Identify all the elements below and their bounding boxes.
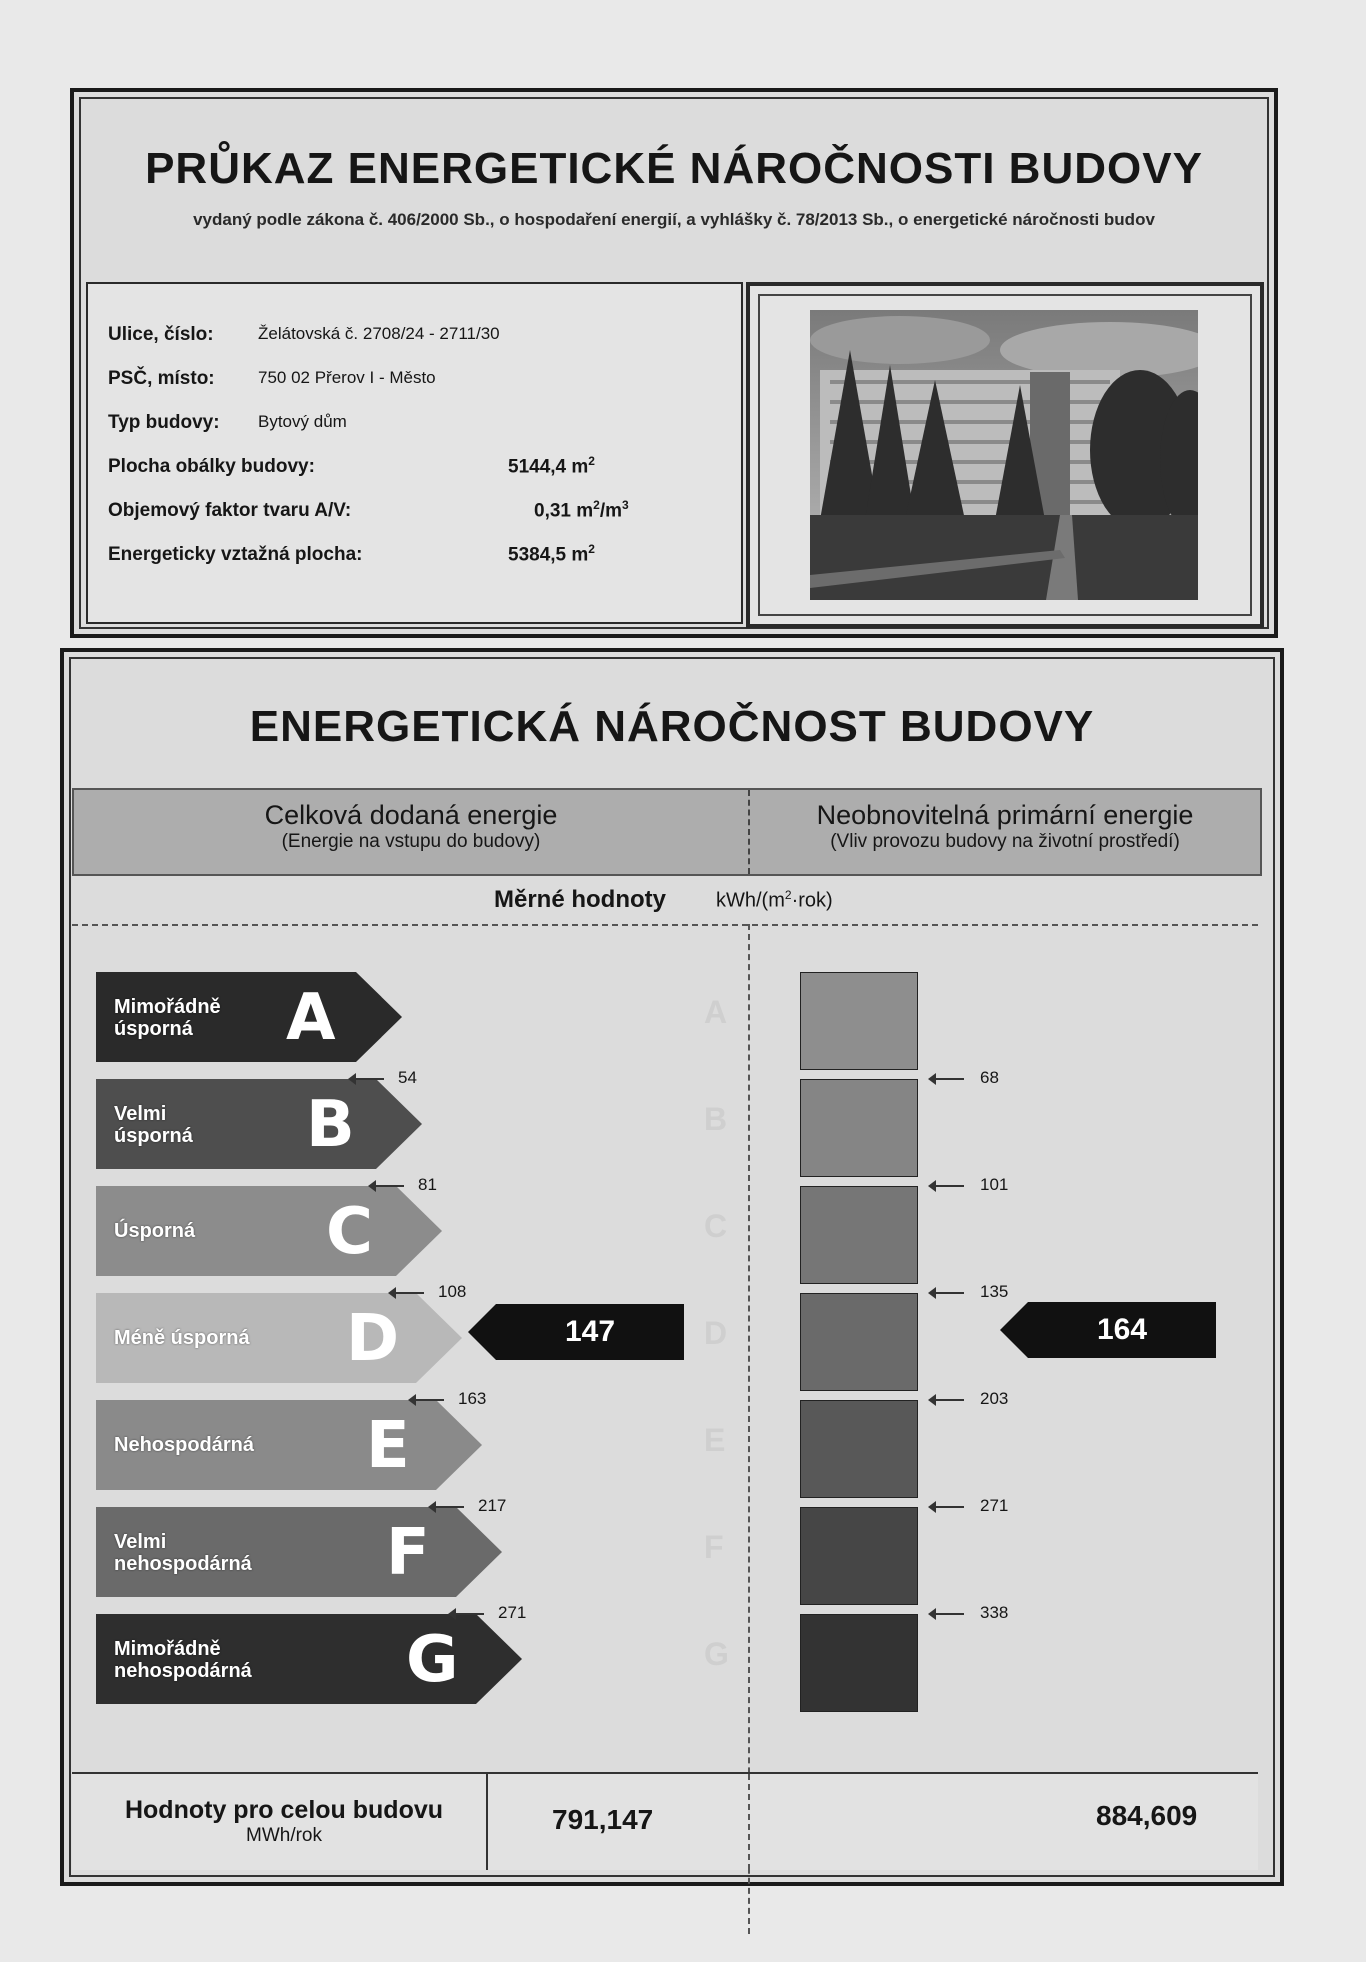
left-header-subtitle: (Energie na vstupu do budovy) — [281, 831, 541, 852]
primary-energy-bar-f — [800, 1507, 918, 1605]
header-section — [70, 88, 1278, 638]
left-threshold-value: 54 — [398, 1068, 417, 1087]
class-letter: F — [386, 1516, 430, 1590]
ghost-class-letter: B — [704, 1101, 728, 1137]
threshold-arrow — [934, 1078, 964, 1080]
area-value: 5384,5 $m^2$ — [508, 542, 595, 566]
primary-energy-bar-e — [800, 1400, 918, 1498]
building-info — [86, 282, 743, 624]
class-label — [114, 996, 221, 1040]
right-threshold-value: 135 — [980, 1282, 1009, 1301]
av-value: 0,31 $m^2/m^3$ — [534, 498, 629, 522]
threshold-arrow — [934, 1399, 964, 1401]
right-threshold-value: 338 — [980, 1603, 1009, 1622]
right-threshold-value: 101 — [980, 1175, 1009, 1194]
class-letter: G — [406, 1623, 459, 1697]
left-threshold-value: 108 — [438, 1282, 467, 1301]
right-column-header — [750, 800, 1260, 853]
class-label — [114, 1327, 250, 1349]
document-title: PRŮKAZ ENERGETICKÉ NÁROČNOSTI BUDOVY — [145, 144, 1203, 193]
units-title: Měrné hodnoty — [494, 886, 666, 913]
section-title: ENERGETICKÁ NÁROČNOST BUDOVY — [249, 702, 1095, 751]
left-threshold-value: 163 — [458, 1389, 487, 1408]
class-letter: E — [366, 1409, 410, 1483]
primary-energy-bar-b — [800, 1079, 918, 1177]
class-label-line1: Nehospodárná — [114, 1434, 255, 1456]
class-label-line1: Velmi — [114, 1103, 167, 1125]
building-photo-frame — [746, 282, 1264, 628]
left-header-title: Celková dodaná energie — [264, 800, 558, 830]
ghost-class-letter: F — [704, 1529, 724, 1565]
document-subtitle: vydaný podle zákona č. 406/2000 Sb., o hospodaření energií, a vyhlášky č. 78/2013 Sb., o energetické náročnosti budov — [193, 210, 1155, 229]
class-arrow-g — [96, 1614, 524, 1704]
primary-energy-bar-g — [800, 1614, 918, 1712]
totals-unit: MWh/rok — [246, 1825, 322, 1846]
envelope-value: 5144,4 $m^2$ — [508, 454, 595, 478]
class-letter: A — [286, 981, 336, 1055]
class-label-line2: úsporná — [114, 1125, 193, 1147]
threshold-arrow — [434, 1506, 464, 1508]
ghost-class-letter: A — [704, 994, 728, 1030]
class-label — [114, 1103, 193, 1147]
totals-label-block — [94, 1796, 474, 1847]
threshold-arrow — [934, 1613, 964, 1615]
class-letter: C — [326, 1195, 373, 1269]
totals-divider-dashed — [748, 1774, 750, 1870]
units-row — [72, 874, 1258, 926]
class-label-line1: Méně úsporná — [114, 1327, 250, 1349]
class-label — [114, 1434, 254, 1456]
threshold-arrow — [374, 1185, 404, 1187]
threshold-arrow — [354, 1078, 384, 1080]
totals-label: Hodnoty pro celou budovu — [124, 1796, 444, 1824]
energy-section — [60, 648, 1284, 1886]
class-arrow-a — [96, 972, 404, 1062]
street-label: Ulice, číslo: — [108, 324, 214, 345]
type-value: Bytový dům — [258, 412, 347, 431]
right-header-title: Neobnovitelná primární energie — [816, 800, 1194, 830]
right-header-subtitle: (Vliv provozu budovy na životní prostředí) — [830, 831, 1180, 852]
class-letter: D — [346, 1302, 400, 1376]
left-threshold-value: 81 — [418, 1175, 437, 1194]
column-headers — [72, 788, 1262, 876]
type-label: Typ budovy: — [108, 412, 220, 433]
total-delivered-energy: 791,147 — [552, 1804, 654, 1835]
class-letter: B — [306, 1088, 355, 1162]
class-arrow-b — [96, 1079, 424, 1169]
street-value: Želátovská č. 2708/24 - 2711/30 — [258, 324, 500, 343]
av-label: Objemový faktor tvaru A/V: — [108, 500, 352, 521]
class-label-line1: Úsporná — [114, 1220, 196, 1242]
psc-value: 750 02 Přerov I - Město — [258, 368, 436, 387]
threshold-arrow — [394, 1292, 424, 1294]
totals-divider — [486, 1774, 488, 1870]
class-label-line1: Mimořádně — [114, 1638, 221, 1660]
left-rating-marker: 147 — [496, 1304, 684, 1360]
class-arrow-f — [96, 1507, 504, 1597]
class-label-line2: nehospodárná — [114, 1553, 252, 1575]
ghost-class-letter: G — [704, 1636, 729, 1672]
threshold-arrow — [454, 1613, 484, 1615]
left-threshold-value: 271 — [498, 1603, 527, 1622]
psc-label: PSČ, místo: — [108, 368, 215, 389]
threshold-arrow — [934, 1292, 964, 1294]
class-arrow-e — [96, 1400, 484, 1490]
building-photo — [810, 310, 1198, 600]
class-label-line2: úsporná — [114, 1018, 193, 1040]
envelope-label: Plocha obálky budovy: — [108, 456, 315, 477]
primary-energy-bar-d — [800, 1293, 918, 1391]
right-threshold-value: 271 — [980, 1496, 1009, 1515]
right-rating-marker: 164 — [1028, 1302, 1216, 1358]
threshold-arrow — [934, 1506, 964, 1508]
right-threshold-value: 203 — [980, 1389, 1009, 1408]
class-label-line1: Velmi — [114, 1531, 167, 1553]
class-label — [114, 1531, 252, 1575]
ghost-class-letter: E — [704, 1422, 726, 1458]
left-column-header — [74, 800, 748, 853]
class-arrow-d — [96, 1293, 464, 1383]
class-label-line1: Mimořádně — [114, 996, 221, 1018]
ghost-class-letter: D — [704, 1315, 728, 1351]
left-threshold-value: 217 — [478, 1496, 507, 1515]
primary-energy-bar-a — [800, 972, 918, 1070]
class-label — [114, 1220, 195, 1242]
class-arrow-c — [96, 1186, 444, 1276]
class-label-line2: nehospodárná — [114, 1660, 252, 1682]
right-threshold-value: 68 — [980, 1068, 999, 1087]
units-value: kWh/$(m^2\cdot rok)$ — [716, 888, 833, 912]
area-label: Energeticky vztažná plocha: — [108, 544, 363, 565]
class-label — [114, 1638, 252, 1682]
threshold-arrow — [934, 1185, 964, 1187]
totals-row — [72, 1772, 1258, 1870]
total-primary-energy: 884,609 — [1096, 1800, 1198, 1831]
primary-energy-bar-c — [800, 1186, 918, 1284]
threshold-arrow — [414, 1399, 444, 1401]
ghost-class-letter: C — [704, 1208, 728, 1244]
